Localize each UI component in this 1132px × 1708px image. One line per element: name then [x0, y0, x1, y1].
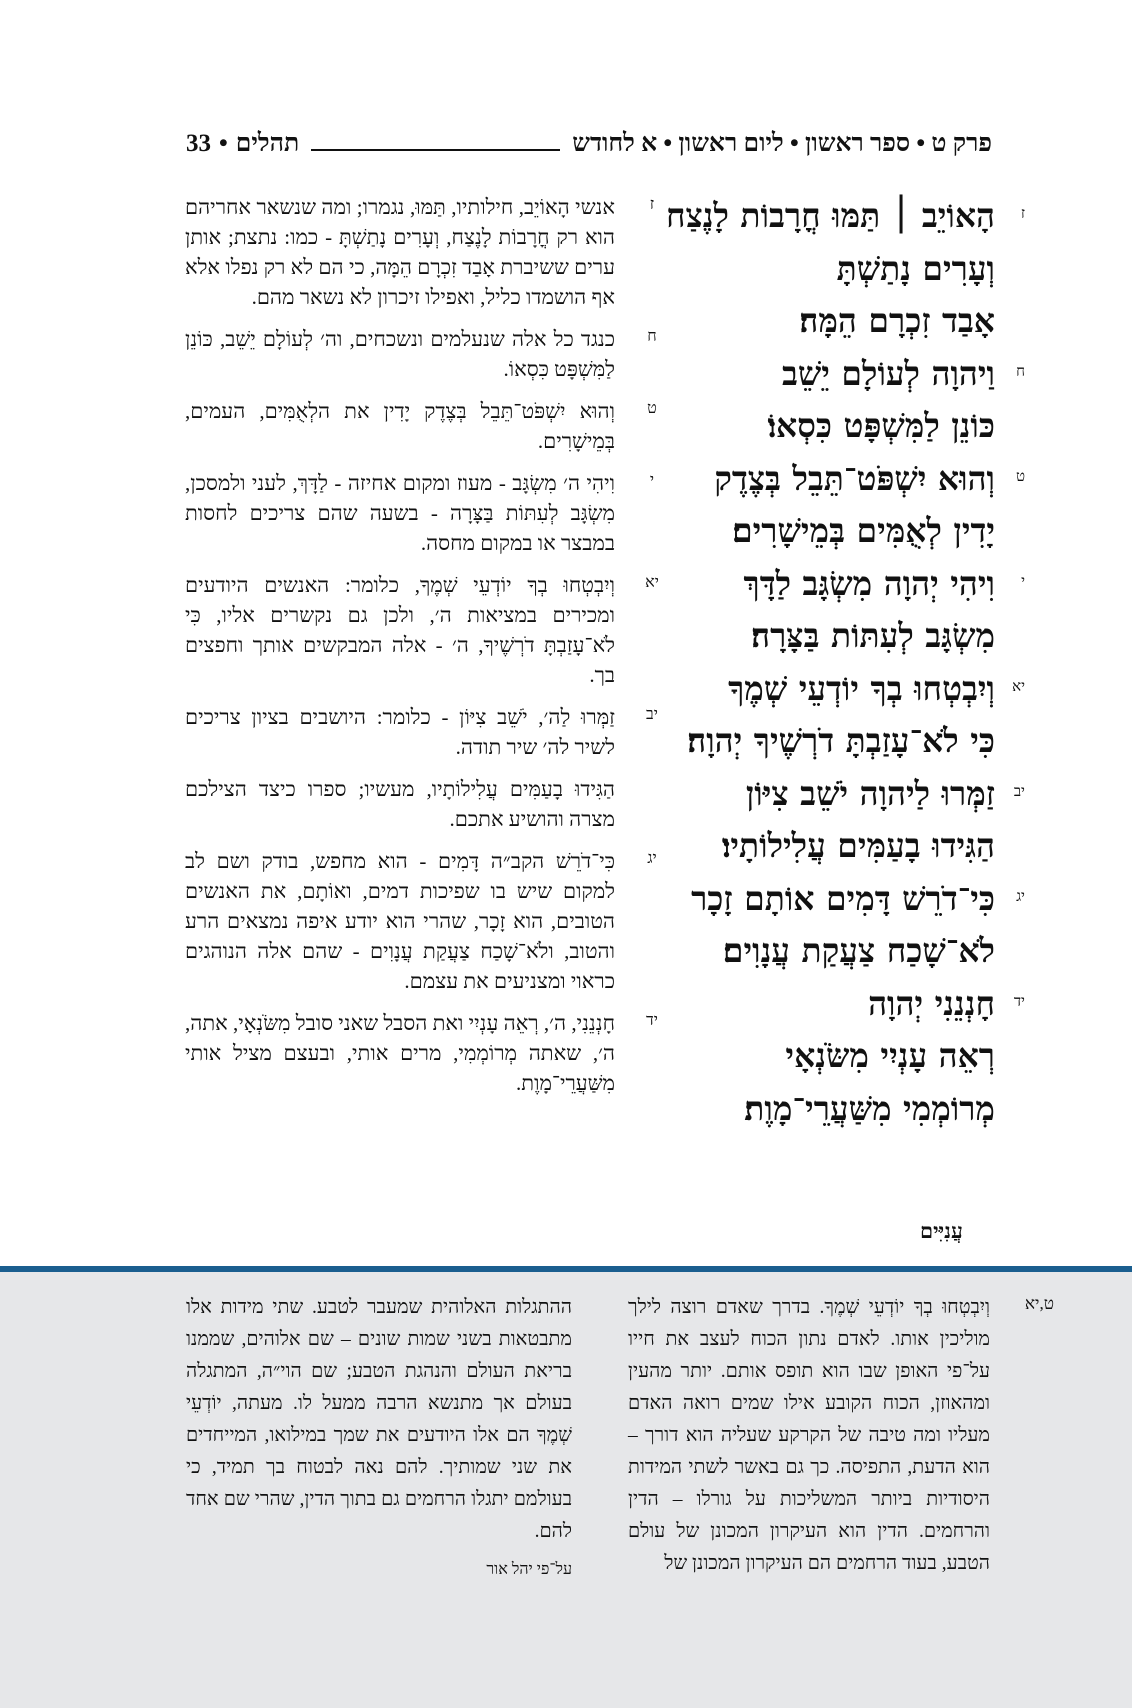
commentary-verse-number: יא	[645, 572, 659, 591]
verse-line	[640, 768, 1025, 821]
verse-number: יג	[1016, 886, 1025, 905]
verse-line	[640, 1083, 995, 1136]
verse-line	[640, 295, 995, 348]
running-title: פרק ט • ספר ראשון • ליום ראשון • א לחודש	[572, 130, 992, 157]
verse-number: ט	[1015, 466, 1025, 485]
verse-text: כִּי־דֹרֵשׁ דָּמִים אוֹתָם זָכָר	[691, 878, 995, 918]
verse-number: יב	[1013, 781, 1025, 800]
commentary-verse-number: יד	[646, 1010, 658, 1029]
verse-text: וַיהוָה לְעוֹלָם יֵשֵׁב	[782, 353, 995, 393]
verse-line	[640, 663, 1025, 716]
verse-text: וְעָרִים נָתַשְׁתָּ	[836, 248, 995, 288]
commentary-block	[185, 570, 659, 690]
commentary-block	[185, 192, 655, 312]
verse-text: אָבַד זִכְרָם הֵמָּה׃	[799, 301, 995, 341]
verse-line	[640, 348, 1025, 401]
verse-number: ח	[1016, 361, 1025, 380]
page-header	[186, 118, 992, 158]
verse-text: מְרוֹמְמִי מִשַּׁעֲרֵי־מָוֶת׃	[744, 1088, 995, 1128]
insight-left-column	[186, 1292, 572, 1586]
verse-line	[640, 243, 995, 296]
verse-line	[640, 453, 1025, 506]
commentary-text: כנגד כל אלה שנעלמים ונשכחים, וה׳ לְעוֹלָם יֵשֵׁב, כּוֹנֵן לַמִּשְׁפָּט כִּסְאוֹ.	[185, 327, 615, 381]
verse-line	[640, 1030, 995, 1083]
verse-text: רְאֵה עָנְיִי מִשֹּׂנְאָי	[785, 1036, 995, 1076]
commentary-block	[185, 324, 657, 384]
verse-line	[640, 190, 1025, 243]
commentary-block	[185, 774, 615, 834]
psalm-verses	[640, 190, 1025, 1135]
verse-text: חָנְנֵנִי יְהוָה	[868, 983, 995, 1023]
verse-number: י	[1021, 571, 1025, 590]
verse-line	[640, 978, 1025, 1031]
insight-left-text: ההתגלות האלוהית שמעבר לטבע. שתי מידות אלו מתבטאות בשני שמות שונים – שם אלוהים, שממנו בריאת העולם והנהגת הטבע; שם הוי״ה, המתגלה בעולם אך מתנשא הרבה ממעל לו. מעתה, יוֹדְעֵי שְׁמֶךָ הם אלו היודעים את שמך במילואו, המייחדים את שני שמותיך. להם נאה לבטוח בך תמיד, כי בעולמם יתגלו הרחמים גם בתוך הדין, שהרי שם אחד להם.	[186, 1297, 572, 1542]
verse-text: מִשְׂגָּב לְעִתּוֹת בַּצָּרָה׃	[751, 616, 995, 656]
header-separator: •	[219, 130, 228, 157]
commentary-block	[185, 1008, 658, 1098]
verse-text: וִיהִי יְהוָה מִשְׂגָּב לַדָּךְ	[743, 563, 995, 603]
commentary-verse-number: ז	[649, 194, 655, 213]
insight-right-column: וְיִבְטְחוּ בְךָ יוֹדְעֵי שְׁמֶךָ. בדרך שאדם רוצה לילך מוליכין אותו. לאדם נתון הכוח לעצב את חייו על־פי האופן שבו הוא תופס אותם. יותר מהעין ומהאוזן, הכוח הקובע אילו שמים רואה האדם מעליו ומה טיבה של הקרקע שעליה הוא דורך – הוא הדעת, התפיסה. כך גם באשר לשתי המידות היסודיות ביותר המשליכות על גורלו – הדין והרחמים. הדין הוא העיקרון המכונן של עולם הטבע, בעוד הרחמים הם העיקרון המכונן של	[628, 1297, 990, 1574]
commentary-verse-number: יג	[647, 848, 657, 867]
verse-text: כּוֹנֵן לַמִּשְׁפָּט כִּסְאוֹ׃	[767, 406, 995, 446]
commentary-column	[185, 192, 659, 1110]
commentary-block	[185, 396, 657, 456]
verse-number: ז	[1020, 204, 1025, 222]
verse-text: לֹא־שָׁכַח צַעֲקַת עֲנָוִים׃	[722, 931, 995, 971]
commentary-verse-number: יב	[646, 704, 658, 723]
verse-text: וְהוּא יִשְׁפֹּט־תֵּבֵל בְּצֶדֶק	[714, 458, 995, 498]
commentary-block	[185, 846, 657, 996]
commentary-text: וִיהִי ה׳ מִשְׂגָּב - מעוז ומקום אחיזה - לַדָּךְ, לעני ולמסכן, מִשְׂגָּב לְעִתּוֹת בַּצָּרָה - בשעה שהם צריכים לחסות במבצר או במקום מחסה.	[185, 471, 615, 555]
commentary-text: וְהוּא יִשְׁפֹּט־תֵּבֵל בְּצֶדֶק יָדִין את הלְאֻמִּים, העמים, בְּמֵישָׁרִים.	[185, 399, 615, 453]
commentary-text: חָנְנֵנִי, ה׳, רְאֵה עָנְיִי ואת הסבל שאני סובל מִשֹּׂנְאָי, אתה, ה׳, שאתה מְרוֹמְמִי, מרים אותי, ובעצם מציל אותי מִשַּׁעֲרֵי־מָוֶת.	[185, 1011, 615, 1095]
commentary-text: זַמְּרוּ לַה׳, יֹשֵׁב צִיּוֹן - כלומר: היושבים בציון צריכים לשיר לה׳ שיר תודה.	[185, 705, 615, 759]
verse-text: יָדִין לְאֻמִּים בְּמֵישָׁרִים׃	[732, 511, 995, 551]
commentary-text: אנשי הָאוֹיֵב, חילותיו, תַּמּוּ, נגמרו; ומה שנשאר אחריהם הוא רק חֳרָבוֹת לָנֶצַח, וְעָרִים נָתַשְׁתָּ - כמו: נתצת; אותן ערים ששיברת אָבַד זִכְרָם הֵמָּה, כי הם לא רק נפלו אלא אף הושמדו כליל, ואפילו זיכרון לא נשאר מהם.	[185, 195, 615, 309]
footnote-qere-word: עֲנִיִּים	[920, 1218, 963, 1243]
verse-text: וְיִבְטְחוּ בְךָ יוֹדְעֵי שְׁמֶךָ	[728, 668, 995, 708]
header-rule	[311, 149, 560, 151]
book-and-page	[186, 130, 299, 158]
verse-text: כִּי לֹא־עָזַבְתָּ דֹרְשֶׁיךָ יְהוָה׃	[687, 721, 995, 761]
verse-line	[640, 820, 995, 873]
verse-line	[640, 715, 995, 768]
verse-text: הָאוֹיֵב ׀ תַּמּוּ חֳרָבוֹת לָנֶצַח	[665, 196, 995, 236]
commentary-text: וְיִבְטְחוּ בְךָ יוֹדְעֵי שְׁמֶךָ, כלומר: האנשים היודעים ומכירים במציאות ה׳, ולכן גם נקשרים אליו, כִּי לֹא־עָזַבְתָּ דֹרְשֶׁיךָ, ה׳ - אלה המבקשים אותך וחפצים בך.	[185, 573, 615, 687]
commentary-verse-number: י	[649, 470, 655, 489]
verse-number: יד	[1013, 991, 1025, 1010]
book-title: תהלים	[235, 130, 300, 157]
commentary-text: הַגִּידוּ בָעַמִּים עֲלִילוֹתָיו, מעשיו; ספרו כיצד הצילכם מצרה והושיע אתכם.	[185, 777, 615, 831]
commentary-block	[185, 702, 658, 762]
verse-line	[640, 610, 995, 663]
page-number: 33	[186, 130, 211, 157]
verse-line	[640, 925, 995, 978]
verse-text: הַגִּידוּ בָעַמִּים עֲלִילוֹתָיו׃	[721, 826, 995, 866]
insight-source: על־פי יהל אור	[486, 1561, 572, 1578]
commentary-text: כִּי־דֹרֵשׁ הקב״ה דָּמִים - הוא מחפש, בודק ושם לב למקום שיש בו שפיכות דמים, ואוֹתָם, את האנשים הטובים, הוא זָכָר, שהרי הוא יודע איפה נמצאים הרע והטוב, ולֹא־שָׁכַח צַעֲקַת עֲנָוִים - שהם אלה הנוהגים כראוי ומצניעים את עצמם.	[185, 849, 615, 993]
verse-line	[640, 505, 995, 558]
verse-text: זַמְּרוּ לַיהוָה יֹשֵׁב צִיּוֹן	[745, 773, 995, 813]
verse-line	[640, 873, 1025, 926]
commentary-verse-number: ח	[647, 326, 657, 345]
verse-number: יא	[1012, 676, 1025, 695]
verse-line	[640, 400, 995, 453]
verse-line	[640, 558, 1025, 611]
commentary-block	[185, 468, 655, 558]
commentary-verse-number: ט	[647, 398, 657, 417]
insight-reference: ט,יא	[1024, 1294, 1054, 1313]
